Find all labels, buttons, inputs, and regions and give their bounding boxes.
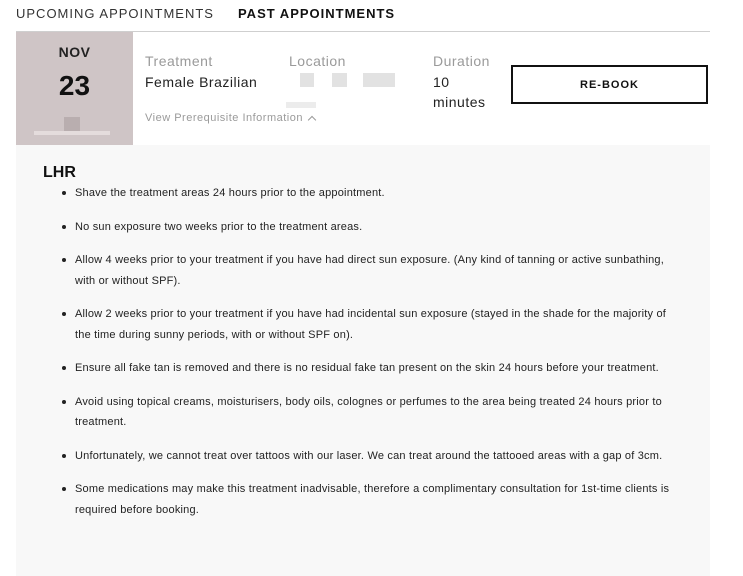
location-label: Location <box>289 53 346 69</box>
redacted-location-3 <box>363 73 395 87</box>
prerequisite-item: No sun exposure two weeks prior to the treatment areas. <box>60 217 680 238</box>
prerequisite-item: Allow 2 weeks prior to your treatment if you have had incidental sun exposure (stayed in the shade for the majority of the time during sunny periods, with or without SPF on). <box>60 304 680 345</box>
prerequisite-list <box>60 183 680 533</box>
appointment-month: NOV <box>58 44 91 60</box>
date-box <box>16 32 133 145</box>
prerequisite-title: LHR <box>43 164 76 181</box>
tab-upcoming-appointments[interactable]: UPCOMING APPOINTMENTS <box>16 6 214 21</box>
chevron-up-icon <box>308 116 316 124</box>
duration-value-number: 10 <box>433 74 450 90</box>
tab-past-appointments[interactable]: PAST APPOINTMENTS <box>237 6 396 21</box>
treatment-value: Female Brazilian <box>145 74 258 90</box>
view-prerequisite-link[interactable] <box>145 112 315 124</box>
redacted-line <box>34 131 110 135</box>
redacted-location-1 <box>300 73 314 87</box>
appointment-tabs <box>16 6 395 21</box>
prerequisite-item: Avoid using topical creams, moisturisers, body oils, colognes or perfumes to the area being treated 24 hours prior to treatment. <box>60 392 680 433</box>
redacted-location-4 <box>286 102 316 108</box>
rebook-button[interactable]: RE-BOOK <box>511 65 708 104</box>
prerequisite-panel <box>16 145 710 576</box>
appointment-day: 23 <box>58 70 91 101</box>
prerequisite-item: Some medications may make this treatment inadvisable, therefore a complimentary consultation for 1st-time clients is required before booking. <box>60 479 680 520</box>
appointment-card <box>16 31 710 146</box>
prerequisite-item: Shave the treatment areas 24 hours prior to the appointment. <box>60 183 680 204</box>
prerequisite-item: Allow 4 weeks prior to your treatment if you have had direct sun exposure. (Any kind of tanning or active sunbathing, with or without SPF). <box>60 250 680 291</box>
redacted-location-2 <box>332 73 347 87</box>
duration-value-unit: minutes <box>433 94 486 110</box>
redacted-year <box>64 117 80 131</box>
treatment-label: Treatment <box>145 53 213 69</box>
duration-label: Duration <box>433 53 490 69</box>
prerequisite-item: Unfortunately, we cannot treat over tattoos with our laser. We can treat around the tattooed areas with a gap of 3cm. <box>60 446 680 467</box>
view-prerequisite-label: View Prerequisite Information <box>145 112 303 124</box>
prerequisite-item: Ensure all fake tan is removed and there is no residual fake tan present on the skin 24 hours before your treatment. <box>60 358 680 379</box>
